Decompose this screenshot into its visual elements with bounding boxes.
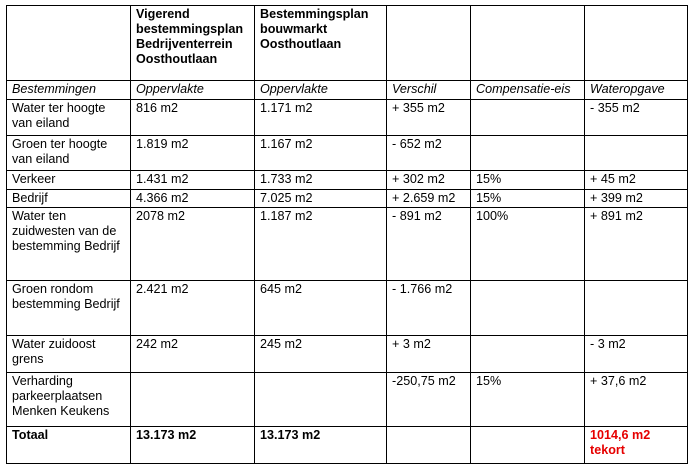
table-cell: 1.819 m2 — [131, 135, 255, 171]
table-cell: 1.187 m2 — [255, 207, 387, 280]
subheader-cell: Bestemmingen — [7, 81, 131, 99]
table-cell: Groen rondom bestemming Bedrijf — [7, 281, 131, 336]
table-cell: Verharding parkeerplaatsen Menken Keukens — [7, 373, 131, 427]
table-cell: 1.171 m2 — [255, 99, 387, 135]
table-cell — [131, 373, 255, 427]
table-row — [7, 189, 688, 207]
table-cell: - 891 m2 — [387, 207, 471, 280]
table-cell: Bedrijf — [7, 189, 131, 207]
total-water-deficit: 1014,6 m2 tekort — [585, 427, 688, 464]
subheader-cell: Wateropgave — [585, 81, 688, 99]
table-cell: 2078 m2 — [131, 207, 255, 280]
table-cell — [471, 281, 585, 336]
table-cell — [585, 135, 688, 171]
header-cell: Bestemmingsplan bouwmarkt Oosthoutlaan — [255, 6, 387, 81]
table-cell: 1.167 m2 — [255, 135, 387, 171]
total-cell: 13.173 m2 — [131, 427, 255, 464]
water-balance-table — [6, 5, 688, 464]
total-row — [7, 427, 688, 464]
table-row — [7, 135, 688, 171]
table-cell: + 45 m2 — [585, 171, 688, 189]
table-cell: - 3 m2 — [585, 336, 688, 373]
header-cell — [585, 6, 688, 81]
header-cell: Vigerend bestemmingsplan Bedrijventerrein Oosthoutlaan — [131, 6, 255, 81]
table-row — [7, 336, 688, 373]
table-cell: Water ten zuidwesten van de bestemming Bedrijf — [7, 207, 131, 280]
table-cell: 7.025 m2 — [255, 189, 387, 207]
table-row — [7, 373, 688, 427]
table-cell: + 891 m2 — [585, 207, 688, 280]
table-cell: + 302 m2 — [387, 171, 471, 189]
header-cell — [7, 6, 131, 81]
table-cell: + 3 m2 — [387, 336, 471, 373]
table-row — [7, 99, 688, 135]
subheader-cell: Verschil — [387, 81, 471, 99]
table-cell: 2.421 m2 — [131, 281, 255, 336]
table-cell: 4.366 m2 — [131, 189, 255, 207]
table-cell: - 1.766 m2 — [387, 281, 471, 336]
table-cell: + 355 m2 — [387, 99, 471, 135]
table-cell: 15% — [471, 189, 585, 207]
table-cell: -250,75 m2 — [387, 373, 471, 427]
table-cell: 100% — [471, 207, 585, 280]
total-cell — [471, 427, 585, 464]
header-cell — [387, 6, 471, 81]
table-cell: 816 m2 — [131, 99, 255, 135]
header-cell — [471, 6, 585, 81]
table-row — [7, 207, 688, 280]
table-row — [7, 171, 688, 189]
table-cell: 1.431 m2 — [131, 171, 255, 189]
table-cell: 1.733 m2 — [255, 171, 387, 189]
table-cell: - 355 m2 — [585, 99, 688, 135]
table-cell: 242 m2 — [131, 336, 255, 373]
table-cell: - 652 m2 — [387, 135, 471, 171]
table-cell: + 2.659 m2 — [387, 189, 471, 207]
table-cell — [471, 135, 585, 171]
total-cell — [387, 427, 471, 464]
table-row — [7, 281, 688, 336]
header-row — [7, 6, 688, 81]
table-cell: 15% — [471, 373, 585, 427]
total-cell: 13.173 m2 — [255, 427, 387, 464]
subheader-cell: Oppervlakte — [131, 81, 255, 99]
table-cell — [255, 373, 387, 427]
table-cell: 245 m2 — [255, 336, 387, 373]
subheader-cell: Oppervlakte — [255, 81, 387, 99]
table-cell: Verkeer — [7, 171, 131, 189]
total-label: Totaal — [7, 427, 131, 464]
table-cell — [585, 281, 688, 336]
subheader-row — [7, 81, 688, 99]
table-cell: + 37,6 m2 — [585, 373, 688, 427]
table-cell: Water zuidoost grens — [7, 336, 131, 373]
subheader-cell: Compensatie-eis — [471, 81, 585, 99]
table-cell: Groen ter hoogte van eiland — [7, 135, 131, 171]
table-cell: 645 m2 — [255, 281, 387, 336]
table-cell: 15% — [471, 171, 585, 189]
table-cell: Water ter hoogte van eiland — [7, 99, 131, 135]
table-cell — [471, 99, 585, 135]
table-cell — [471, 336, 585, 373]
table-cell: + 399 m2 — [585, 189, 688, 207]
